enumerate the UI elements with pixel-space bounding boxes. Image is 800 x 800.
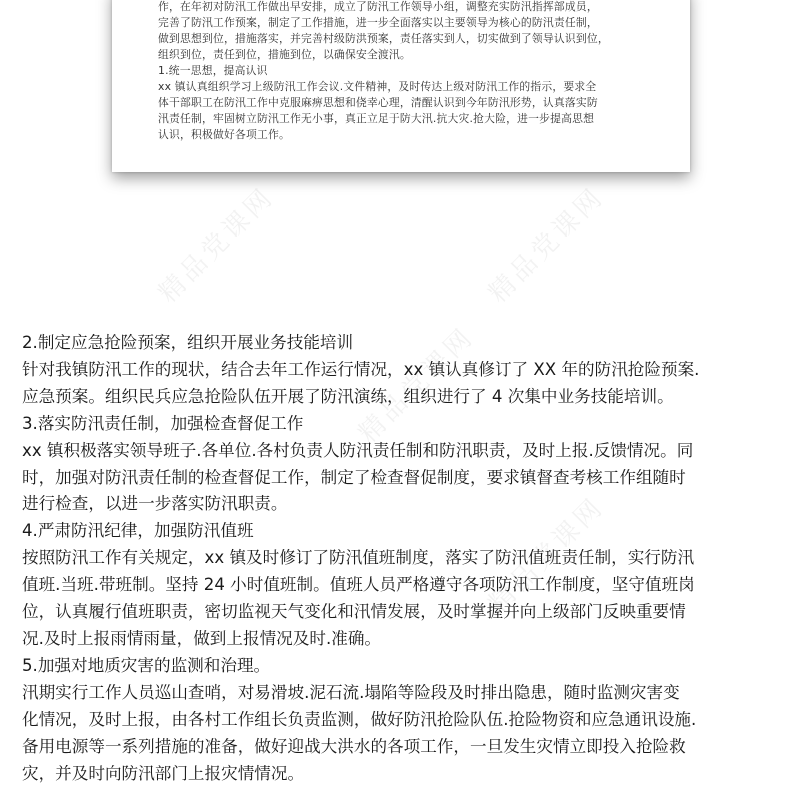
preview-line: xx 镇认真组织学习上级防汛工作会议.文件精神，及时传达上级对防汛工作的指示，要求全 xyxy=(158,80,597,93)
body-line: 时，加强对防汛责任制的检查督促工作，制定了检查督促制度，要求镇督查考核工作组随时 xyxy=(22,467,686,487)
preview-line: 做到思想到位，措施落实，并完善村级防洪预案，责任落实到人，切实做到了领导认识到位， xyxy=(158,32,609,45)
watermark: 精品党课网 xyxy=(353,321,481,449)
body-line: 备用电源等一系列措施的准备，做好迎战大洪水的各项工作，一旦发生灾情立即投入抢险救 xyxy=(22,736,686,756)
section-heading: 3.落实防汛责任制，加强检查督促工作 xyxy=(22,413,304,433)
body-line: 值班.当班.带班制。坚持 24 小时值班制。值班人员严格遵守各项防汛工作制度，坚守值班岗 xyxy=(22,575,695,595)
watermark: 精品党课网 xyxy=(483,181,611,309)
body-line: 应急预案。组织民兵应急抢险队伍开展了防汛演练，组织进行了 4 次集中业务技能培训。 xyxy=(22,386,674,406)
section-heading: 4.严肃防汛纪律，加强防汛值班 xyxy=(22,521,254,541)
section-heading: 5.加强对地质灾害的监测和治理。 xyxy=(22,655,271,675)
preview-line: 组织到位，责任到位，措施到位，以确保安全渡汛。 xyxy=(158,48,411,61)
body-line: xx 镇积极落实领导班子.各单位.各村负责人防汛责任制和防汛职责，及时上报.反馈情况。同 xyxy=(22,440,694,460)
body-line: 况.及时上报雨情雨量，做到上报情况及时.准确。 xyxy=(22,628,382,648)
body-line: 汛期实行工作人员巡山查哨，对易滑坡.泥石流.塌陷等险段及时排出隐患，随时监测灾害变 xyxy=(22,682,680,702)
section-heading: 2.制定应急抢险预案，组织开展业务技能培训 xyxy=(22,333,354,352)
body-line: 灾，并及时向防汛部门上报灾情情况。 xyxy=(22,763,305,783)
body-line: 化情况，及时上报，由各村工作组长负责监测，做好防汛抢险队伍.抢险物资和应急通讯设施. xyxy=(22,709,697,729)
body-line: 针对我镇防汛工作的现状，结合去年工作运行情况，xx 镇认真修订了 XX 年的防汛抢险预案. xyxy=(22,359,700,379)
preview-text xyxy=(158,0,652,143)
preview-line: 作，在年初对防汛工作做出早安排，成立了防汛工作领导小组，调整充实防汛指挥部成员， xyxy=(158,0,598,13)
document-preview-card xyxy=(112,0,690,172)
body-line: 位，认真履行值班职责，密切监视天气变化和汛情发展，及时掌握并向上级部门反映重要情 xyxy=(22,602,686,622)
preview-line: 完善了防汛工作预案，制定了工作措施，进一步全面落实以主要领导为核心的防汛责任制， xyxy=(158,16,598,29)
preview-heading: 1.统一思想，提高认识 xyxy=(158,64,268,77)
bottom-fade xyxy=(0,786,800,800)
preview-line: 汛责任制，牢固树立防汛工作无小事，真正立足于防大汛.抗大灾.抢大险，进一步提高思想 xyxy=(158,112,595,125)
body-line: 按照防汛工作有关规定，xx 镇及时修订了防汛值班制度，落实了防汛值班责任制，实行防汛 xyxy=(22,548,695,568)
body-line: 进行检查，以进一步落实防汛职责。 xyxy=(22,494,288,514)
main-body-text xyxy=(22,330,782,787)
preview-line: 体干部职工在防汛工作中克服麻痹思想和侥幸心理，清醒认识到今年防汛形势，认真落实防 xyxy=(158,96,598,109)
preview-line: 认识，积极做好各项工作。 xyxy=(158,128,290,141)
watermark: 精品党课网 xyxy=(483,491,611,619)
watermark: 精品党课网 xyxy=(153,181,281,309)
